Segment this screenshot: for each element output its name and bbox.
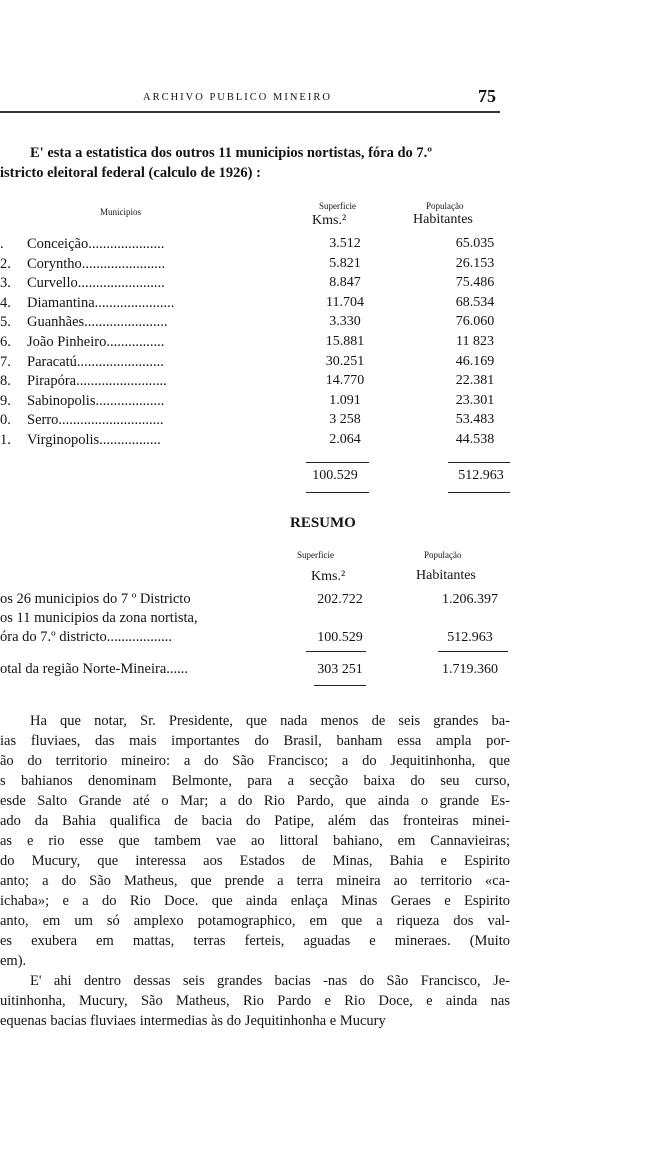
body-paragraph-2 [0,971,510,1031]
table-row [0,354,669,374]
municipio-name: Paracatú........................ [27,353,164,370]
municipio-name: Pirapóra......................... [27,373,167,390]
row-index: 4. [0,294,11,311]
intro-paragraph [0,143,506,183]
text-line: uitinhonha, Mucury, São Matheus, Rio Pardo e Rio Doce, e ainda nas [0,993,510,1009]
row-index: 7. [0,353,11,370]
text-line: ado da Bahia qualifica de bacia do Patipe, além das fronteiras minei- [0,813,510,829]
intro-line-1: E' esta a estatistica dos outros 11 municipios nortistas, fóra do 7.º [30,145,433,161]
body-text [0,711,510,1031]
row-index: 9. [0,392,11,409]
superficie-value: 1.091 [329,392,361,408]
text-line: as e rio esse que tambem vae ao littoral bahiano, em Cannavieiras; [0,833,510,849]
resumo-total-superficie: 303 251 [317,662,363,677]
text-line: E' ahi dentro dessas seis grandes bacias -nas do São Francisco, Je- [30,973,510,989]
municipio-name: Curvello........................ [27,275,165,292]
text-line: anto, em um só amplexo potamographico, em que a riqueza dos val- [0,913,510,929]
col-header-populacao-unit: Habitantes [413,212,473,227]
populacao-value: 23.301 [455,392,495,408]
populacao-value: 75.486 [455,275,495,291]
resumo-sum-rule-pop [438,651,508,652]
text-line: s bahianos denominam Belmonte, para a secção baixa do seu curso, [0,773,510,789]
resumo-row-1-populacao: 1.206.397 [442,592,498,607]
page-number: 75 [478,86,496,106]
table-row [0,412,669,432]
table-row [0,236,669,256]
municipio-name: Serro............................. [27,412,164,429]
table-row [0,373,669,393]
populacao-value: 11 823 [456,334,494,349]
row-index: 0. [0,412,11,429]
col-header-municipios: Municipios [100,207,142,217]
resumo-col-populacao-unit: Habitantes [416,568,476,583]
municipio-name: João Pinheiro................ [27,334,165,350]
col-header-populacao-small: População [426,201,464,211]
text-line: es exubera em mattas, terras ferteis, aguadas e mineraes. (Muito [0,933,510,949]
resumo-sum-rule-sup [306,651,366,652]
municipio-name: Diamantina...................... [27,294,175,311]
table-row [0,334,669,354]
resumo-row-2-superficie: 100.529 [317,630,363,645]
resumo-total-label: otal da região Norte-Mineira...... [0,661,189,677]
row-index: 2. [0,255,11,272]
populacao-value: 76.060 [455,314,495,330]
row-index: 8. [0,373,11,390]
table-total-populacao: 512.963 [458,468,504,483]
table-row [0,432,669,452]
row-index: 6. [0,334,11,350]
row-index: . [0,236,4,252]
text-line: ichaba»; e a do Rio Doce. que ainda enlaça Minas Geraes e Espirito [0,893,510,909]
superficie-value: 14.770 [325,373,365,389]
table-row [0,275,669,295]
col-header-superficie-unit: Kms.² [312,213,347,228]
text-line: esde Salto Grande até o Mar; a do Rio Pardo, que ainda o grande Es- [0,793,510,809]
col-header-superficie-small: Superficie [319,201,356,211]
superficie-value: 30.251 [325,353,365,369]
intro-line-2: istricto eleitoral federal (calculo de 1926) : [0,165,261,181]
superficie-value: 8.847 [329,275,361,291]
text-line: Ha que notar, Sr. Presidente, que nada menos de seis grandes ba- [30,713,510,729]
text-line: em). [0,953,27,969]
superficie-value: 3 258 [329,412,361,428]
row-index: 1. [0,432,11,448]
text-line: ão do territorio mineiro: a do São Francisco; a do Jequitinhonha, que [0,753,510,769]
body-paragraph-1 [0,711,510,971]
superficie-value: 3.512 [329,236,361,251]
resumo-total-populacao: 1.719.360 [442,662,498,677]
municipio-name: Coryntho....................... [27,255,166,272]
resumo-row-1-label: os 26 municipios do 7 º Districto [0,591,191,607]
resumo-title: RESUMO [290,515,356,531]
superficie-value: 15.881 [325,334,365,349]
populacao-value: 68.534 [455,294,495,310]
row-index: 5. [0,314,11,331]
sum-rule-pop [448,462,510,463]
row-index: 3. [0,275,11,292]
table-row [0,314,669,334]
municipio-name: Conceição..................... [27,236,165,252]
superficie-value: 3.330 [329,314,361,330]
total-rule-pop [448,492,510,493]
populacao-value: 65.035 [455,236,495,251]
text-line: anto; a do São Matheus, que prende a terra mineira ao territorio «ca- [0,873,510,889]
superficie-value: 2.064 [329,432,361,447]
resumo-row-2-label: os 11 municipios da zona nortista, [0,610,198,626]
populacao-value: 46.169 [455,353,495,369]
text-line: equenas bacias fluviaes intermedias às do Jequitinhonha e Mucury [0,1013,386,1029]
table-total-superficie: 100.529 [312,468,358,483]
table-row [0,256,669,276]
populacao-value: 53.483 [455,412,495,428]
superficie-value: 5.821 [329,255,361,271]
text-line: do Mucury, que interessa aos Estados de Minas, Bahia e Espirito [0,853,510,869]
table-row [0,393,669,413]
sum-rule-sup [306,462,369,463]
resumo-row-2-populacao: 512.963 [447,630,493,645]
table-row [0,295,669,315]
total-rule-sup [306,492,369,493]
superficie-value: 11.704 [326,294,364,310]
running-header-title: ARCHIVO PUBLICO MINEIRO [143,92,332,103]
populacao-value: 22.381 [455,373,495,389]
header-rule [0,111,500,113]
text-line: ias fluviaes, das mais importantes do Brasil, banham essa ampla por- [0,733,510,749]
resumo-col-superficie-small: Superficie [297,550,334,560]
municipio-name: Virginopolis................. [27,432,161,448]
municipio-name: Sabinopolis................... [27,392,165,409]
resumo-col-populacao-small: População [424,550,462,560]
municipio-name: Guanhães....................... [27,314,168,331]
resumo-row-2-label-cont: óra do 7.º districto.................. [0,629,173,645]
resumo-col-superficie-unit: Kms.² [311,569,346,584]
populacao-value: 44.538 [455,432,495,447]
populacao-value: 26.153 [455,255,495,271]
resumo-row-1-superficie: 202.722 [317,592,363,607]
resumo-total-rule-sup [314,685,366,686]
